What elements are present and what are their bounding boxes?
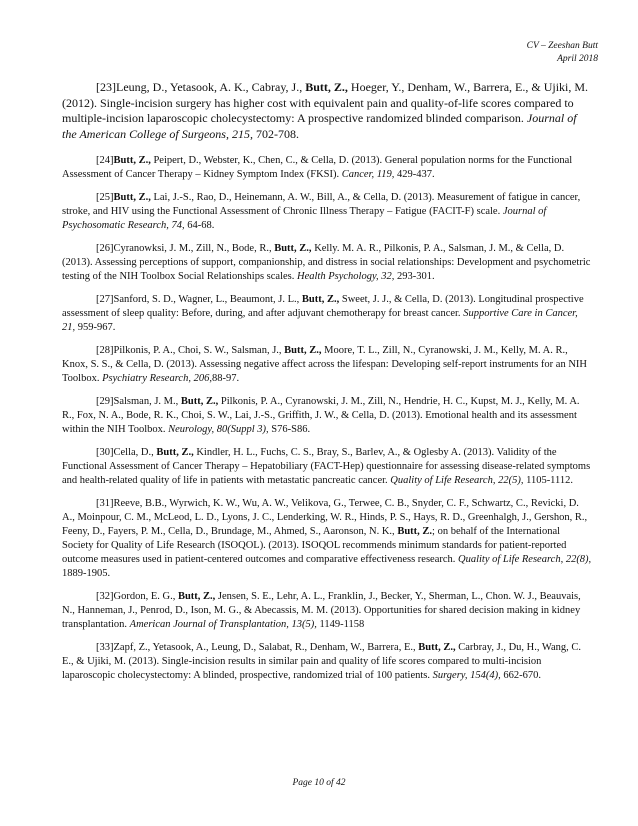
reference-author-highlight: Butt, Z. [397, 526, 433, 537]
reference-item-27 [62, 293, 592, 335]
reference-authors-pre: Sanford, S. D., Wagner, L., Beaumont, J. L., [113, 294, 302, 305]
reference-item-28 [62, 344, 592, 386]
reference-pages: 293-301. [394, 271, 435, 282]
reference-number: [27] [96, 294, 114, 305]
reference-pages: S76-S86. [268, 424, 311, 435]
reference-body: Hoeger, Y., Denham, W., Barrera, E., & Ujiki, M. (2012). Single-incision surgery has higher cost with equivalent pain and quality-of-life scores compared to multiple-incision laparoscopic cholecystectomy: A prospective randomized blinded comparison. [62, 80, 589, 125]
reference-journal: Journal of the American College of Surgeons, 215, [62, 111, 577, 141]
reference-journal: Cancer, 119, [341, 169, 395, 180]
reference-pages: 429-437. [394, 169, 435, 180]
reference-authors-pre: Pilkonis, P. A., Choi, S. W., Salsman, J., [113, 345, 285, 356]
reference-number: [23] [96, 80, 116, 94]
reference-list [62, 80, 592, 692]
reference-journal: Psychiatry Research, 206, [102, 373, 212, 384]
reference-body: ; on behalf of the International Society for Quality of Life Research (ISOQOL). (2013). ISOQOL recommends minimum standards for patient-reported outcome measures used in patient-centered outcomes and comparative effectiveness research. [62, 526, 567, 565]
header-date: April 2018 [557, 54, 598, 64]
reference-number: [29] [96, 396, 114, 407]
reference-number: [32] [96, 591, 114, 602]
reference-number: [30] [96, 447, 114, 458]
reference-body: Lai, J.-S., Rao, D., Heinemann, A. W., Bill, A., & Cella, D. (2013). Measurement of fatigue in cancer, stroke, and HIV using the Functional Assessment of Chronic Illness Therapy – Fatigue (FACIT-F) scale. [62, 192, 581, 217]
reference-item-25 [62, 191, 592, 233]
reference-body: Kelly. M. A. R., Pilkonis, P. A., Salsman, J. M., & Cella, D. (2013). Assessing perceptions of support, companionship, and distress in social relationships: Development and psychometric testing of the NIH Toolbox Social Relationships scales. [62, 243, 591, 282]
reference-author-highlight: Butt, Z., [113, 155, 151, 166]
reference-author-highlight: Butt, Z., [156, 447, 194, 458]
reference-body: Kindler, H. L., Fuchs, C. S., Bray, S., Barlev, A., & Oglesby A. (2013). Validity of the Functional Assessment of Cancer Therapy – Hepatobiliary (FACT-Hep) questionnaire for assessing disease-related symptoms and health-related quality of life in patients with metastatic pancreatic cancer. [62, 447, 591, 486]
reference-journal: Quality of Life Research, 22(8), [458, 554, 592, 565]
reference-author-highlight: Butt, Z., [284, 345, 322, 356]
reference-author-highlight: Butt, Z., [274, 243, 312, 254]
reference-journal: Journal of Psychosomatic Research, 74, [62, 206, 547, 231]
reference-author-highlight: Butt, Z., [305, 80, 348, 94]
reference-item-32 [62, 590, 592, 632]
reference-authors-pre: Reeve, B.B., Wyrwich, K. W., Wu, A. W., Velikova, G., Terwee, C. B., Snyder, C. F., Schwartz, C., Revicki, D. A., Moinpour, C. M., McLeod, L. D., Lyons, J. C., Lenderking, W. R., Hinds, P. S., Hays, R. D., Greenhalgh, J., Gershon, R., Feeny, D., Fayers, P. M., Cella, D., Brundage, M., Ahmed, S., Aaronson, N. K., [62, 498, 588, 537]
reference-journal: Supportive Care in Cancer, 21, [62, 308, 578, 333]
reference-body: Pilkonis, P. A., Cyranowski, J. M., Zill, N., Hendrie, H. C., Kupst, M. J., Kelly, M. A. R., Fox, N. A., Bode, R. K., Choi, S. W., Lai, J.-S., Griffith, J. W., & Cella, D. (2013). Emotional health and its assessment within the NIH Toolbox. [62, 396, 580, 435]
reference-number: [25] [96, 192, 114, 203]
reference-number: [24] [96, 155, 114, 166]
reference-authors-pre: Zapf, Z., Yetasook, A., Leung, D., Salabat, R., Denham, W., Barrera, E., [113, 642, 419, 653]
reference-pages: 64-68. [184, 220, 215, 231]
reference-author-highlight: Butt, Z., [180, 396, 219, 407]
reference-author-highlight: Butt, Z., [177, 591, 216, 602]
reference-pages: 1105-1112. [523, 475, 574, 486]
reference-authors-pre: Cyranowksi, J. M., Zill, N., Bode, R., [113, 243, 275, 254]
reference-item-24 [62, 154, 592, 182]
reference-pages: 1149-1158 [316, 619, 365, 630]
reference-pages: 959-967. [75, 322, 116, 333]
reference-body: Jensen, S. E., Lehr, A. L., Franklin, J., Becker, Y., Sherman, L., Chon. W. J., Beauvais, N., Hanneman, J., Penrod, D., Ison, M. G., & Abecassis, M. M. (2013). Opportunities for shared decision making in kidney transplantation. [62, 591, 581, 630]
reference-item-31 [62, 497, 592, 581]
reference-authors-pre: Gordon, E. G., [113, 591, 178, 602]
page-header [527, 40, 598, 66]
reference-author-highlight: Butt, Z., [113, 192, 151, 203]
reference-journal: Neurology, 80(Suppl 3), [168, 424, 269, 435]
reference-pages: 1889-1905. [62, 568, 111, 579]
reference-journal: Surgery, 154(4), [432, 670, 501, 681]
reference-author-highlight: Butt, Z., [418, 642, 456, 653]
reference-number: [33] [96, 642, 114, 653]
reference-number: [28] [96, 345, 114, 356]
reference-journal: American Journal of Transplantation, 13(5), [129, 619, 317, 630]
reference-item-33 [62, 641, 592, 683]
page-number: Page 10 of 42 [292, 778, 346, 788]
reference-item-29 [62, 395, 592, 437]
reference-pages: 88-97. [211, 373, 240, 384]
reference-pages: 662-670. [500, 670, 542, 681]
reference-authors-pre: Leung, D., Yetasook, A. K., Cabray, J., [116, 80, 306, 94]
reference-item-26 [62, 242, 592, 284]
reference-body: Peipert, D., Webster, K., Chen, C., & Cella, D. (2013). General population norms for the Functional Assessment of Cancer Therapy – Kidney Symptom Index (FKSI). [62, 155, 573, 180]
reference-author-highlight: Butt, Z., [301, 294, 340, 305]
reference-item-23 [62, 80, 592, 142]
reference-body: Sweet, J. J., & Cella, D. (2013). Longitudinal prospective assessment of sleep quality: Before, during, and after adjuvant chemotherapy for breast cancer. [62, 294, 584, 319]
reference-body: Carbray, J., Du, H., Wang, C. E., & Ujiki, M. (2013). Single-incision results in similar pain and quality of life scores compared to multi-incision laparoscopic cholecystectomy: A blinded, prospective, randomized trial of 100 patients. [62, 642, 582, 681]
reference-authors-pre: Salsman, J. M., [113, 396, 181, 407]
reference-authors-pre: Cella, D., [113, 447, 157, 458]
reference-item-30 [62, 446, 592, 488]
reference-pages: 702-708. [252, 126, 299, 141]
header-author: CV – Zeeshan Butt [526, 41, 598, 51]
reference-journal: Health Psychology, 32, [297, 271, 395, 282]
reference-body: Moore, T. L., Zill, N., Cyranowski, J. M., Kelly, M. A. R., Knox, S. S., & Cella, D. (2013). Assessing negative affect across the lifespan: Developing self-report instruments for an NIH Toolbox. [62, 345, 587, 384]
reference-number: [26] [96, 243, 114, 254]
reference-journal: Quality of Life Research, 22(5), [390, 475, 524, 486]
reference-number: [31] [96, 498, 114, 509]
